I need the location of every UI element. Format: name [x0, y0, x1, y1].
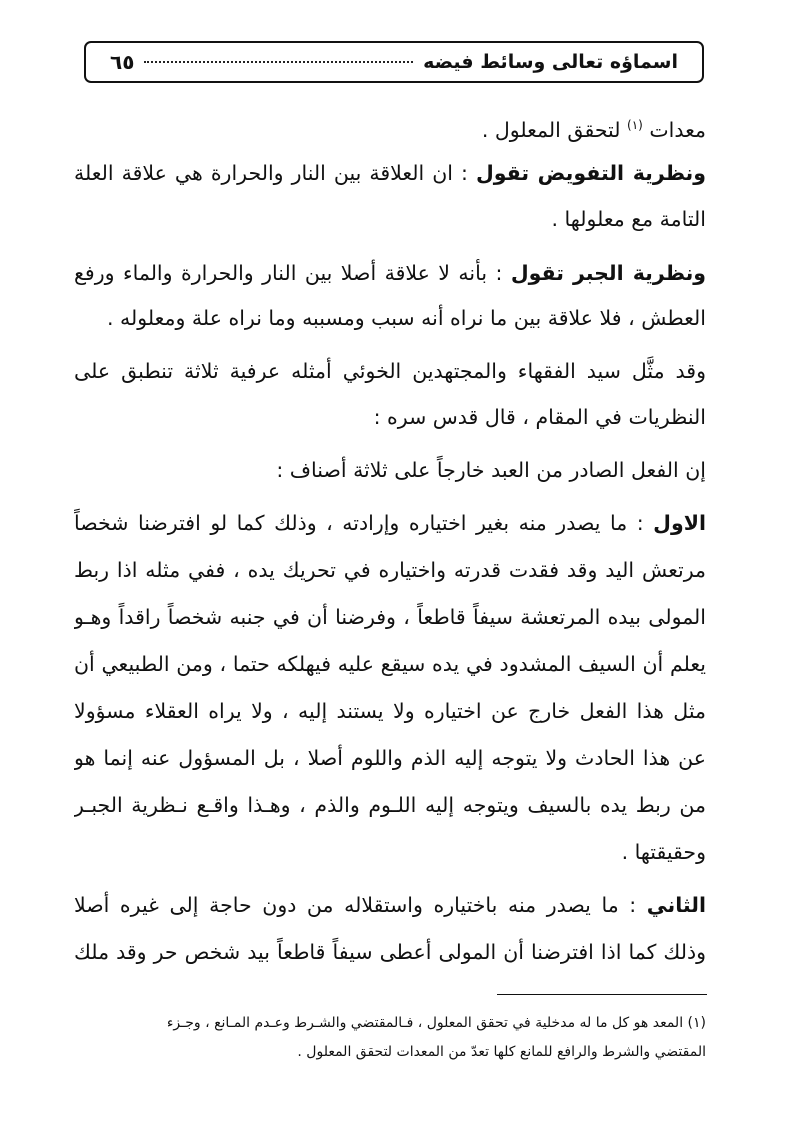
- body-line-7: النظريات في المقام ، قال قدس سره :: [373, 405, 706, 429]
- term-first: الاول: [653, 511, 706, 535]
- body-line-12: يعلم أن السيف المشدود في يده سيقع عليه فيهلكه حتما ، ومن الطبيعي أن: [74, 652, 706, 676]
- body-line-6: وقد مثَّل سيد الفقهاء والمجتهدين الخوئي أمثله عرفية ثلاثة تنطبق على: [74, 359, 706, 383]
- term-tafwid: ونظرية التفويض تقول: [475, 161, 706, 185]
- footnote-reference: (١): [627, 118, 643, 132]
- body-line-4: ونظرية الجبر تقول : بأنه لا علاقة أصلا بين النار والحرارة والماء ورفع: [74, 261, 706, 285]
- body-line-2: ونظرية التفويض تقول : ان العلاقة بين النار والحرارة هي علاقة العلة: [74, 161, 706, 185]
- page-number: ٦٥: [110, 50, 135, 74]
- body-line-14: عن هذا الحادث ولا يتوجه إليه الذم واللوم أصلا ، بل المسؤول عنه إنما هو: [74, 746, 706, 770]
- body-line-16: وحقيقتها .: [621, 840, 706, 864]
- header-dot-leader: [144, 61, 413, 63]
- footnote-separator: [497, 994, 707, 995]
- body-line-3: التامة مع معلولها .: [551, 207, 706, 231]
- term-second: الثاني: [646, 893, 706, 917]
- body-line-9: الاول : ما يصدر منه بغير اختياره وإرادته ، وذلك كما لو افترضنا شخصاً: [74, 511, 706, 535]
- body-line-8: إن الفعل الصادر من العبد خارجاً على ثلاثة أصناف :: [276, 458, 706, 482]
- body-line-18: وذلك كما اذا افترضنا أن المولى أعطى سيفاً قاطعاً بيد شخص حر وقد ملك: [74, 940, 706, 964]
- term-jabr: ونظرية الجبر تقول: [510, 261, 706, 285]
- body-line-17: الثاني : ما يصدر منه باختياره واستقلاله من دون حاجة إلى غيره أصلا: [74, 893, 706, 917]
- footnote-line-2: المقتضي والشرط والرافع للمانع كلها تعدّ من المعدات لتحقق المعلول .: [297, 1044, 706, 1060]
- body-line-11: المولى بيده المرتعشة سيفاً قاطعاً ، وفرضنا أن في جنبه شخصاً راقداً وهـو: [74, 605, 706, 629]
- footnote-line-1: (١) المعد هو كل ما له مدخلية في تحقق المعلول ، فـالمقتضي والشـرط وعـدم المـانع ، وجـزء: [166, 1015, 706, 1031]
- header-title: اسماؤه تعالى وسائط فيضه: [423, 51, 678, 73]
- body-line-13: مثل هذا الفعل خارج عن اختياره ولا يستند إليه ، ولا يراه العقلاء مسؤولا: [74, 699, 706, 723]
- body-line-10: مرتعش اليد وقد فقدت قدرته واختياره في تحريك يده ، ففي مثله اذا ربط: [74, 558, 706, 582]
- body-line-1: معدات $^{(١)}$ لتحقق المعلول .: [481, 117, 706, 142]
- running-header: [84, 41, 704, 83]
- body-line-15: من ربط يده بالسيف ويتوجه إليه اللـوم والذم ، وهـذا واقـع نـظرية الجبـر: [74, 793, 706, 817]
- body-line-5: العطش ، فلا علاقة بين ما نراه أنه سبب ومسببه وما نراه علة ومعلوله .: [107, 306, 706, 330]
